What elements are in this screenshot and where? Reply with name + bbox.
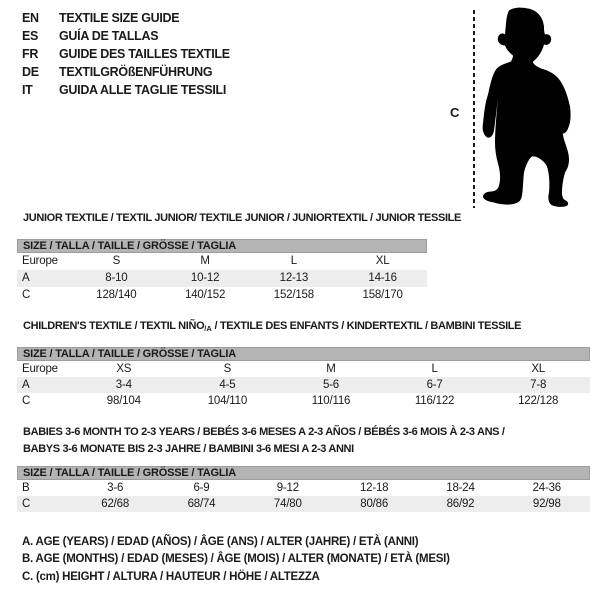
- language-code: FR: [22, 47, 39, 61]
- size-cell: 4-5: [219, 379, 236, 391]
- size-row-c: [17, 287, 427, 304]
- size-cell: 158/170: [362, 289, 403, 301]
- size-cell: 80/86: [360, 498, 389, 510]
- language-code: IT: [22, 83, 33, 97]
- size-cell: 128/140: [96, 289, 137, 301]
- size-row-a: [17, 270, 427, 287]
- size-cell: L: [431, 363, 438, 375]
- size-cell: S: [223, 363, 232, 375]
- footnote-c: C. (cm) HEIGHT / ALTURA / HAUTEUR / HÖHE / ALTEZZA: [22, 570, 320, 583]
- height-measure-label: C: [450, 105, 460, 120]
- size-row-c: [17, 393, 590, 409]
- language-code: EN: [22, 11, 39, 25]
- size-cell: 92/98: [532, 498, 561, 510]
- table-title: [23, 211, 462, 225]
- size-row-europe: [17, 253, 427, 270]
- size-header-bar: SIZE / TALLA / TAILLE / GRÖSSE / TAGLIA: [17, 239, 427, 253]
- size-cell: 3-6: [107, 482, 124, 494]
- size-row-label: B: [22, 482, 30, 494]
- size-cell: 110/116: [311, 395, 351, 407]
- size-row-label: A: [22, 272, 30, 284]
- size-cell: S: [112, 255, 121, 267]
- size-row-a: [17, 377, 590, 393]
- footnote-b: B. AGE (MONTHS) / EDAD (MESES) / ÂGE (MOIS) / ALTER (MONATE) / ETÀ (MESI): [22, 553, 450, 566]
- language-title: TEXTILE SIZE GUIDE: [59, 11, 180, 25]
- size-cell: 14-16: [368, 272, 397, 284]
- size-cell: XL: [375, 255, 390, 267]
- size-row-label: C: [22, 395, 31, 407]
- size-cell: 18-24: [446, 482, 475, 494]
- size-cell: M: [200, 255, 210, 267]
- language-row-de: [22, 63, 230, 81]
- size-table-children: [17, 319, 590, 409]
- size-header-bar: SIZE / TALLA / TAILLE / GRÖSSE / TAGLIA: [17, 347, 590, 361]
- size-cell: 10-12: [190, 272, 220, 284]
- size-cell: 3-4: [115, 379, 132, 391]
- table-titles: [23, 211, 462, 225]
- table-titles: [23, 424, 590, 458]
- size-row-europe: [17, 361, 590, 377]
- size-cell: M: [326, 363, 336, 375]
- size-cell: 6-9: [193, 482, 210, 494]
- table-title-segment: BABYS 3-6 MONATE BIS 2-3 JAHRE / BAMBINI 3-6 MESI A 2-3 ANNI: [23, 443, 354, 455]
- size-cell: 68/74: [187, 498, 216, 510]
- size-row-label: C: [22, 289, 31, 301]
- language-title: GUIDA ALLE TAGLIE TESSILI: [59, 83, 227, 97]
- table-title-segment: CHILDREN'S TEXTILE / TEXTIL NIÑO: [23, 320, 205, 332]
- language-row-es: [22, 27, 230, 45]
- size-row-b: [17, 480, 590, 496]
- language-code: ES: [22, 29, 39, 43]
- size-row-c: [17, 496, 590, 512]
- language-title: TEXTILGRÖßENFÜHRUNG: [59, 65, 213, 79]
- footnote-a: A. AGE (YEARS) / EDAD (AÑOS) / ÂGE (ANS) / ALTER (JAHRE) / ETÀ (ANNI): [22, 536, 419, 548]
- size-cell: 74/80: [273, 498, 302, 510]
- size-cell: 86/92: [446, 498, 475, 510]
- language-title: GUÍA DE TALLAS: [59, 29, 159, 43]
- size-cell: L: [290, 255, 297, 267]
- footnotes: [22, 534, 450, 586]
- toddler-silhouette-icon: [482, 6, 574, 209]
- size-cell: 12-18: [359, 482, 389, 494]
- table-title: [23, 424, 590, 441]
- table-title-segment: JUNIOR TEXTILE / TEXTIL JUNIOR/ TEXTILE JUNIOR / JUNIORTEXTIL / JUNIOR TESSILE: [23, 212, 462, 224]
- size-cell: 12-13: [279, 272, 309, 284]
- size-cell: 116/122: [414, 395, 455, 407]
- size-row-label: A: [22, 379, 30, 391]
- size-cell: 122/128: [518, 395, 559, 407]
- size-cell: 62/68: [101, 498, 130, 510]
- table-title: [23, 441, 590, 458]
- size-cell: 5-6: [322, 379, 339, 391]
- size-row-label: Europe: [22, 255, 58, 267]
- size-cell: 24-36: [532, 482, 562, 494]
- size-row-label: C: [22, 498, 31, 510]
- language-row-it: [22, 81, 230, 99]
- language-row-en: [22, 9, 230, 27]
- height-measure-dashed-line: [473, 10, 475, 208]
- table-titles: [23, 319, 590, 336]
- size-cell: 98/104: [106, 395, 141, 407]
- size-cell: XS: [116, 363, 132, 375]
- size-cell: 9-12: [276, 482, 299, 494]
- language-title-list: [22, 9, 230, 99]
- size-header-bar: SIZE / TALLA / TAILLE / GRÖSSE / TAGLIA: [17, 466, 590, 480]
- table-title-segment: / TEXTILE DES ENFANTS / KINDERTEXTIL / BAMBINI TESSILE: [211, 320, 522, 332]
- table-title-segment: BABIES 3-6 MONTH TO 2-3 YEARS / BEBÉS 3-6 MESES A 2-3 AÑOS / BÉBÉS 3-6 MOIS À 2-3 ANS /: [23, 426, 505, 438]
- language-code: DE: [22, 65, 39, 79]
- size-cell: 140/152: [185, 289, 226, 301]
- size-cell: 7-8: [530, 379, 547, 391]
- table-title: [23, 319, 590, 336]
- size-row-label: Europe: [22, 363, 58, 375]
- table-title-segment: /A: [204, 324, 212, 333]
- language-title: GUIDE DES TAILLES TEXTILE: [59, 47, 230, 61]
- size-cell: 6-7: [426, 379, 443, 391]
- size-cell: XL: [531, 363, 545, 375]
- language-row-fr: [22, 45, 230, 63]
- size-cell: 152/158: [273, 289, 314, 301]
- size-table-junior: [17, 211, 462, 304]
- size-cell: 104/110: [207, 395, 248, 407]
- size-cell: 8-10: [105, 272, 128, 284]
- size-table-babies: [17, 424, 590, 512]
